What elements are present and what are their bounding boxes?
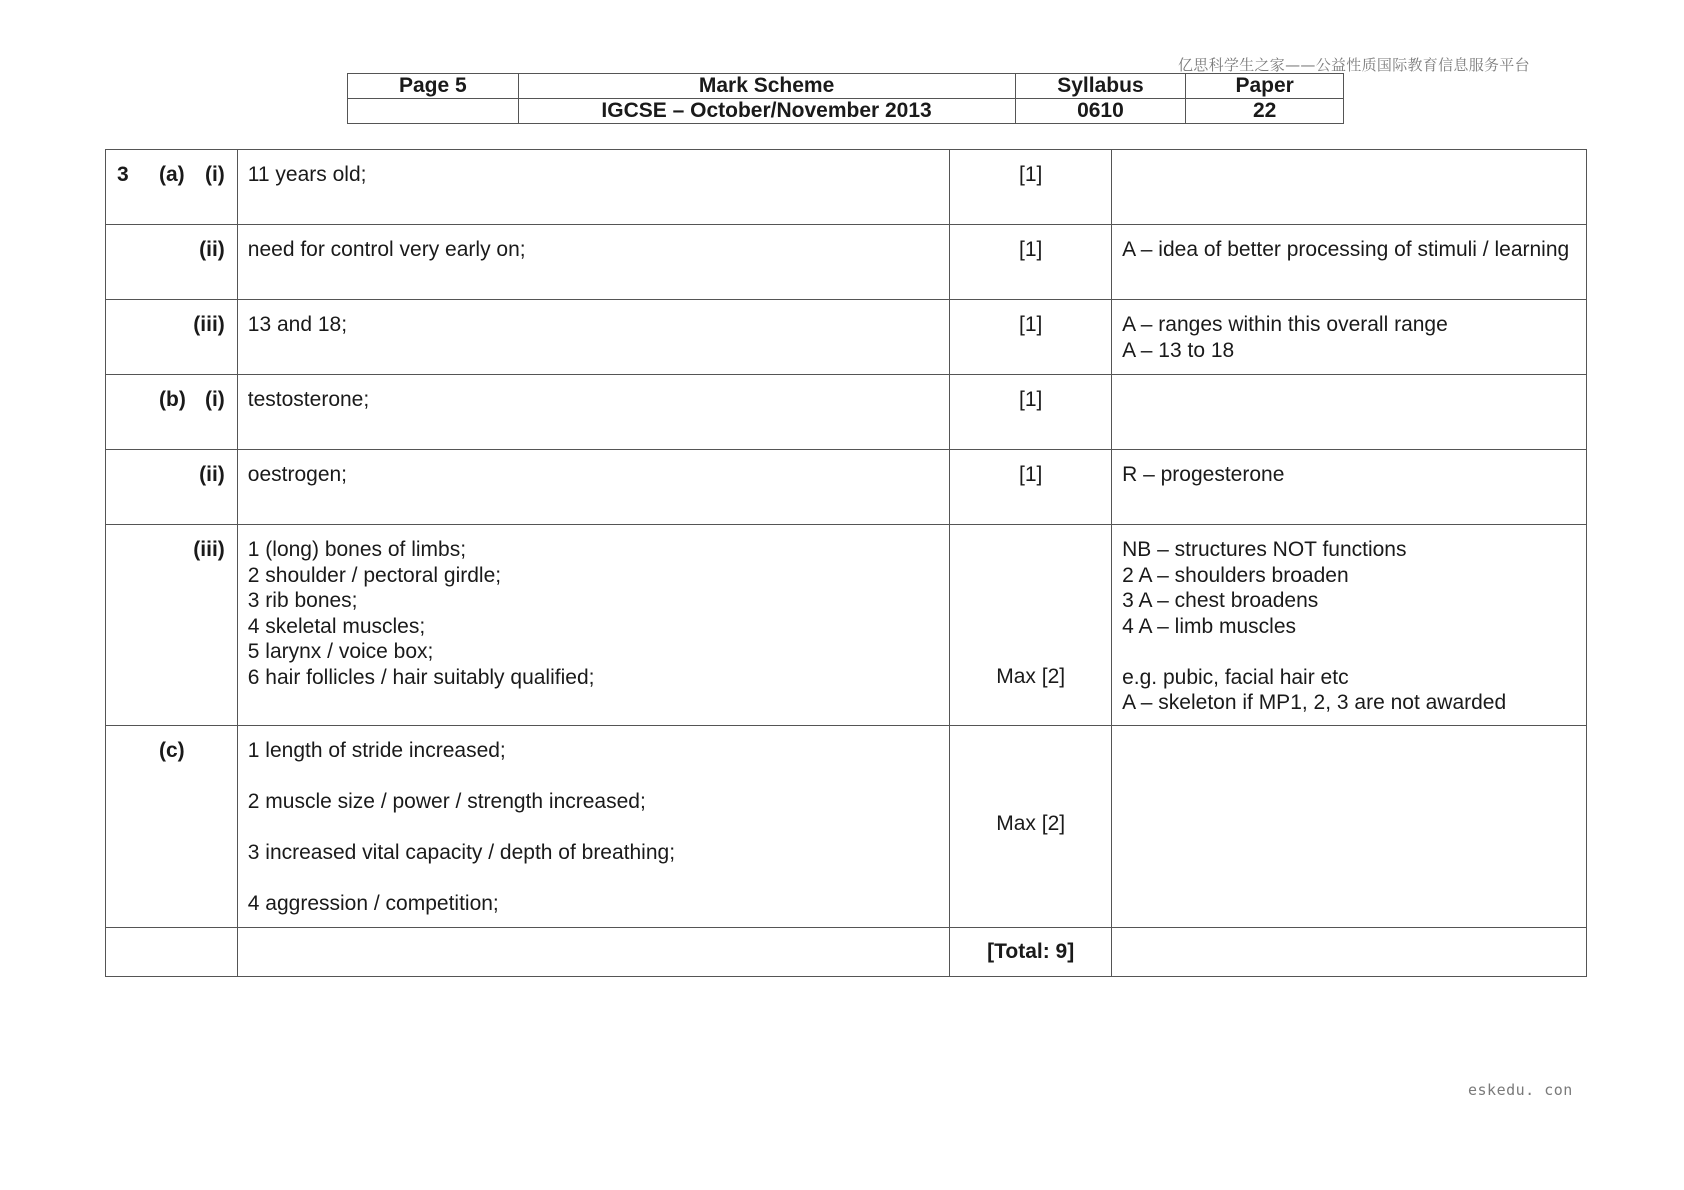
question-subpart: (ii): [199, 238, 225, 261]
answer-cell: [237, 928, 949, 977]
answer-cell: [237, 150, 949, 225]
table-row: [106, 150, 1587, 225]
answer-gap: [248, 866, 939, 892]
question-part: (c): [159, 739, 185, 762]
question-part: (b): [159, 388, 186, 411]
answer-text: oestrogen;: [247, 463, 348, 486]
question-part: (a): [159, 163, 185, 186]
question-subpart: (i): [204, 388, 225, 411]
notes-gap: [1122, 639, 1576, 665]
marks-cell: [950, 525, 1112, 726]
notes-cell: [1112, 450, 1587, 525]
header-syllabus-label: Syllabus: [1015, 74, 1186, 99]
header-empty-cell: [348, 99, 519, 124]
header-table: [347, 73, 1344, 124]
question-cell: [106, 375, 238, 450]
answer-line: 4 aggression / competition;: [247, 892, 499, 915]
notes-cell: [1112, 928, 1587, 977]
notes-cell: [1112, 225, 1587, 300]
notes-text: A – idea of better processing of stimuli / learning: [1122, 238, 1570, 261]
notes-line: NB – structures NOT functions: [1122, 538, 1407, 561]
table-row: [106, 225, 1587, 300]
marks-text: Max [2]: [996, 665, 1066, 688]
answer-line: 6 hair follicles / hair suitably qualified;: [247, 665, 595, 689]
marks-text: [1]: [1019, 313, 1043, 336]
table-row: [106, 300, 1587, 375]
question-subpart: (iii): [193, 538, 225, 561]
answer-line: 3 increased vital capacity / depth of breathing;: [247, 841, 676, 864]
header-paper-label: Paper: [1186, 74, 1344, 99]
notes-line: A – 13 to 18: [1122, 338, 1235, 362]
question-cell: [106, 525, 238, 726]
question-cell: [106, 450, 238, 525]
table-row: [106, 450, 1587, 525]
header-paper: 22: [1186, 99, 1344, 124]
answer-line: 1 (long) bones of limbs;: [247, 538, 467, 561]
marks-text: [1]: [1019, 238, 1043, 261]
mark-scheme-table: [105, 149, 1587, 977]
header-page: Page 5: [348, 74, 519, 99]
total-cell: [950, 928, 1112, 977]
notes-cell: [1112, 375, 1587, 450]
answer-text: need for control very early on;: [247, 238, 526, 261]
answer-line: 3 rib bones;: [247, 589, 358, 612]
notes-text: R – progesterone: [1122, 463, 1285, 486]
notes-line: 2 A – shoulders broaden: [1122, 563, 1349, 587]
notes-line: e.g. pubic, facial hair etc: [1122, 665, 1349, 689]
answer-cell: [237, 450, 949, 525]
question-cell: [106, 300, 238, 375]
notes-cell: [1112, 726, 1587, 928]
answer-cell: [237, 525, 949, 726]
answer-cell: [237, 300, 949, 375]
marks-cell: [950, 300, 1112, 375]
notes-cell: [1112, 300, 1587, 375]
marks-text: [1]: [1019, 388, 1043, 411]
notes-line: A – skeleton if MP1, 2, 3 are not awarded: [1122, 691, 1507, 714]
notes-cell: [1112, 525, 1587, 726]
notes-line: 3 A – chest broadens: [1122, 589, 1319, 612]
question-cell: [106, 150, 238, 225]
answer-text: 11 years old;: [247, 163, 367, 186]
question-cell: [106, 225, 238, 300]
marks-cell: [950, 375, 1112, 450]
answer-line: 4 skeletal muscles;: [247, 614, 426, 638]
answer-line: 5 larynx / voice box;: [247, 640, 434, 663]
marks-cell: [950, 150, 1112, 225]
answer-cell: [237, 225, 949, 300]
notes-line: A – ranges within this overall range: [1122, 313, 1448, 336]
watermark-bottom: eskedu. con: [1468, 1081, 1573, 1099]
table-row: [106, 726, 1587, 928]
question-subpart: (i): [204, 163, 225, 186]
header-exam: IGCSE – October/November 2013: [518, 99, 1015, 124]
answer-line: 2 shoulder / pectoral girdle;: [247, 563, 502, 587]
table-row: [106, 375, 1587, 450]
answer-cell: [237, 375, 949, 450]
question-subpart: (iii): [193, 313, 225, 336]
notes-cell: [1112, 150, 1587, 225]
answer-gap: [248, 764, 939, 790]
header-mark-scheme: Mark Scheme: [518, 74, 1015, 99]
notes-line: 4 A – limb muscles: [1122, 614, 1297, 638]
question-cell: [106, 726, 238, 928]
marks-text: [1]: [1019, 163, 1043, 186]
marks-cell: [950, 450, 1112, 525]
header-syllabus: 0610: [1015, 99, 1186, 124]
answer-cell: [237, 726, 949, 928]
answer-line: 2 muscle size / power / strength increased;: [247, 790, 646, 813]
marks-cell: [950, 225, 1112, 300]
question-cell: [106, 928, 238, 977]
marks-text: Max [2]: [996, 812, 1066, 835]
answer-line: 1 length of stride increased;: [247, 739, 506, 762]
answer-gap: [248, 815, 939, 841]
watermark-top: 亿思科学生之家——公益性质国际教育信息服务平台: [1178, 56, 1530, 74]
table-row: [106, 928, 1587, 977]
answer-text: testosterone;: [247, 388, 370, 411]
question-subpart: (ii): [199, 463, 225, 486]
answer-text: 13 and 18;: [247, 313, 348, 336]
marks-text: [1]: [1019, 463, 1043, 486]
table-row: [106, 525, 1587, 726]
question-number: 3: [117, 163, 129, 186]
marks-cell: [950, 726, 1112, 928]
total-text: [Total: 9]: [987, 940, 1075, 963]
